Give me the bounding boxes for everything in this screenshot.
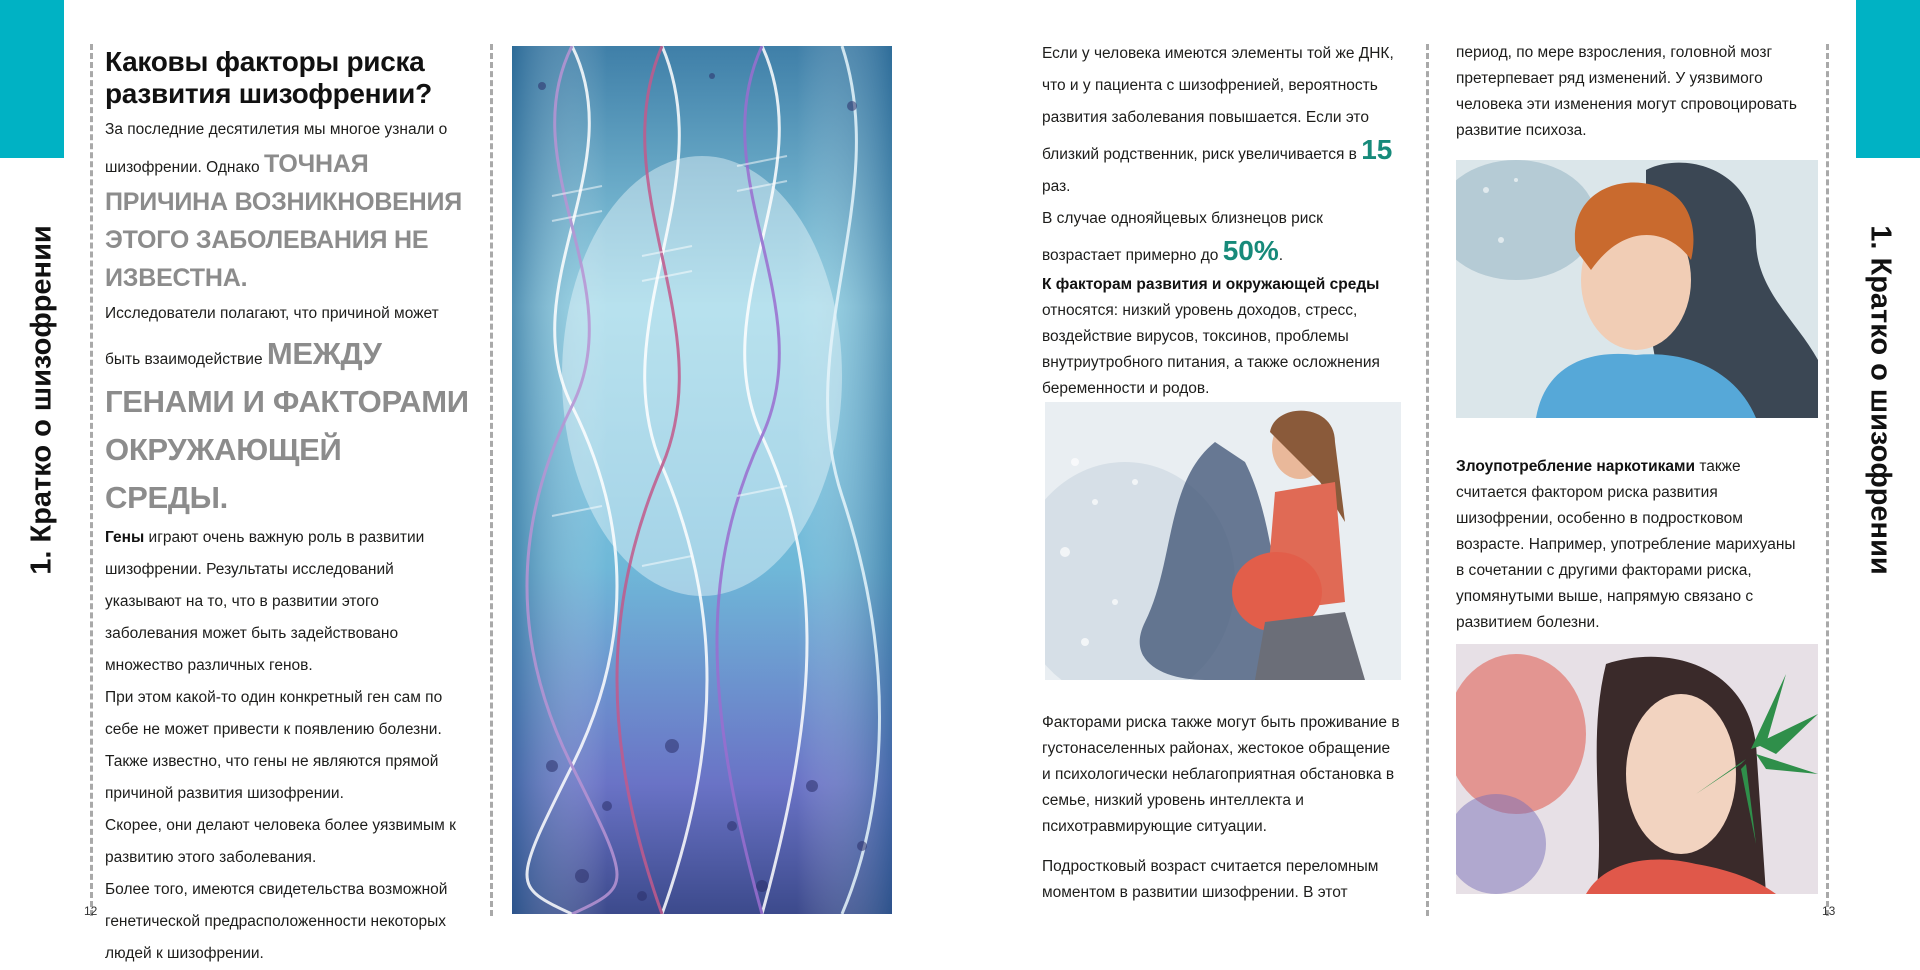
divider-dashed <box>1426 44 1429 916</box>
predisposition-paragraph: Более того, имеются свидетельства возможной генетической предрасположенности некоторых людей к шизофрении. <box>105 881 448 962</box>
environment-text: относятся: низкий уровень доходов, стресс, воздействие вирусов, токсинов, проблемы внутриутробного питания, а также осложнения беременности и родов. <box>1042 302 1380 397</box>
genes-lead: Гены <box>105 529 145 546</box>
intro-paragraph <box>105 114 471 298</box>
divider-dashed <box>490 44 493 916</box>
left-text-column <box>105 46 471 970</box>
girl-with-leaf-illustration <box>1456 644 1818 894</box>
drugs-text: также считается фактором риска развития шизофрении, особенно в подростковом возрасте. Например, употребление марихуаны в сочетании с другими факторами риска, упомянутыми выше, напрямую связано с развитием болезни. <box>1456 458 1796 631</box>
right-text-column-top <box>1456 40 1806 144</box>
divider-dashed <box>1826 44 1829 916</box>
interaction-paragraph <box>105 298 471 522</box>
divider-dashed <box>90 44 93 916</box>
dna-risk-paragraph <box>1042 38 1402 203</box>
middle-text-column <box>1042 38 1402 402</box>
left-accent-tab <box>0 0 64 158</box>
highlight-unknown-cause: ТОЧНАЯ ПРИЧИНА ВОЗНИКНОВЕНИЯ ЭТОГО ЗАБОЛЕВАНИЯ НЕ ИЗВЕСТНА. <box>105 150 463 292</box>
risk-number-15: 15 <box>1361 134 1393 165</box>
middle-lower-text <box>1042 710 1402 906</box>
brain-changes-paragraph: период, по мере взросления, головной мозг претерпевает ряд изменений. У уязвимого человека эти изменения могут спровоцировать развитие психоза. <box>1456 44 1797 139</box>
single-gene-paragraph: При этом какой-то один конкретный ген сам по себе не может привести к появлению болезни. Также известно, что гены не являются прямой причиной развития шизофрении. <box>105 689 443 802</box>
dna-risk-end: раз. <box>1042 178 1071 195</box>
dna-risk-text: Если у человека имеются элементы той же ДНК, что и у пациента с шизофренией, вероятность развития заболевания повышается. Если это близкий родственник, риск увеличивается в <box>1042 45 1394 163</box>
interaction-text: Исследователи полагают, что причиной может быть взаимодействие <box>105 305 439 368</box>
other-factors-paragraph: Факторами риска также могут быть проживание в густонаселенных районах, жестокое обращение и психологически неблагоприятная обстановка в семье, низкий уровень интеллекта и психотравмирующие ситуации. <box>1042 714 1400 835</box>
highlight-genes-environment: МЕЖДУ ГЕНАМИ И ФАКТОРАМИ ОКРУЖАЮЩЕЙ СРЕДЫ. <box>105 336 469 515</box>
page-title: Каковы факторы риска развития шизофрении? <box>105 46 432 109</box>
right-text-column-middle <box>1456 454 1806 636</box>
adolescence-paragraph: Подростковый возраст считается переломным моментом в развитии шизофрении. В этот <box>1042 858 1379 901</box>
teen-with-shadow-illustration <box>1456 160 1818 418</box>
drugs-lead: Злоупотребление наркотиками <box>1456 458 1696 475</box>
twins-text: В случае однояйцевых близнецов риск возрастает примерно до <box>1042 210 1323 264</box>
pregnant-woman-illustration <box>1045 402 1401 680</box>
risk-number-50: 50% <box>1222 235 1279 266</box>
left-side-title: 1. Кратко о шизофрении <box>25 225 58 575</box>
environment-lead: К факторам развития и окружающей среды <box>1042 276 1380 293</box>
page-number-left: 12 <box>84 904 98 918</box>
environment-paragraph <box>1042 272 1402 402</box>
vulnerability-paragraph: Скорее, они делают человека более уязвимым к развитию этого заболевания. <box>105 817 456 866</box>
drugs-paragraph <box>1456 454 1806 636</box>
right-side-title: 1. Кратко о шизофрении <box>1864 225 1897 575</box>
twins-paragraph <box>1042 203 1402 272</box>
genes-paragraph <box>105 522 471 682</box>
genes-text: играют очень важную роль в развитии шизофрении. Результаты исследований указывают на то, что в развитии этого заболевания может быть задействовано множество различных генов. <box>105 529 425 674</box>
intro-text: За последние десятилетия мы многое узнали о шизофрении. Однако <box>105 121 448 176</box>
page-number-right: 13 <box>1822 904 1836 918</box>
right-accent-tab <box>1856 0 1920 158</box>
twins-end: . <box>1278 247 1284 264</box>
dna-watercolor-illustration <box>512 46 892 914</box>
